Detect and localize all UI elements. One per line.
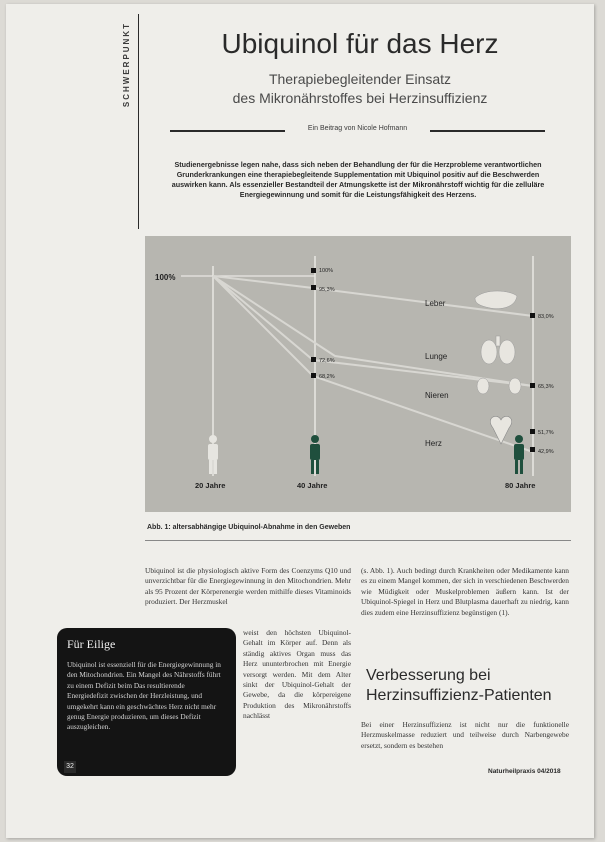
label-leber-80: 83,0%	[538, 314, 554, 320]
chart-figure	[145, 236, 571, 512]
figure-caption: Abb. 1: altersabhängige Ubiquinol-Abnahme in den Geweben	[147, 524, 351, 531]
subtitle-line-1: Therapiebegleitender Einsatz	[268, 71, 452, 87]
series-name-leber: Leber	[425, 299, 446, 308]
label-leber-40: 95,3%	[319, 287, 335, 293]
marker-leber-80	[530, 313, 535, 318]
body-col2-bottom: Bei einer Herzinsuffizienz ist nicht nur die funktionelle Herzmuskelmasse reduziert und teilweise durch Narbengewebe ersetzt, sondern es bestehen	[361, 720, 569, 750]
person-80-icon	[514, 435, 524, 474]
marker-nieren-40	[311, 357, 316, 362]
byline-rule-left	[170, 130, 285, 132]
marker-herz-40	[311, 373, 316, 378]
byline-row	[170, 125, 545, 137]
body-col1-top: Ubiquinol ist die physiologisch aktive Form des Coenzyms Q10 und unverzichtbar für die Energiegewinnung in den Mitochondrien. Mehr als 95 Prozent der Körperenergie werden mithilfe dieses Vitaminoids produziert. Der Herzmuskel	[145, 566, 351, 607]
lung-icon	[481, 336, 515, 364]
section-label: SCHWERPUNKT	[122, 22, 131, 108]
summary-box	[57, 628, 236, 776]
y-start-label: 100%	[155, 273, 176, 282]
marker-leber-40	[311, 285, 316, 290]
section-heading: Verbesserung bei Herzinsuffizienz-Patienten	[366, 667, 552, 704]
marker-40-top	[311, 268, 316, 273]
summary-box-text: Ubiquinol ist essenziell für die Energiegewinnung in den Mitochondrien. Ein Mangel des Nährstoffs führt zu einem Defizit beim Das resultierende Energiedefizit zwischen der Herzleistung, und umgekehrt kann ein geschwächtes Herz nicht mehr genug Energie produzieren, um dieses Defizit auszugleichen.	[67, 660, 221, 732]
heart-icon	[490, 416, 511, 444]
marker-herz-80	[530, 447, 535, 452]
body-col1-bottom: weist den höchsten Ubiquinol-Gehalt im Körper auf. Denn als ständig aktives Organ muss das Herz ununterbrochen mit Energie versorgt werden. Mit dem Alter sinkt der Ubiquinol-Gehalt der Gewebe, da die körpereigene Produktion des Mikronährstoffs nachlässt	[243, 628, 351, 721]
marker-extra-80	[530, 429, 535, 434]
label-nieren-40: 72,6%	[319, 358, 335, 364]
section-rule	[138, 14, 139, 229]
page-number: 32	[64, 761, 76, 773]
series-name-nieren: Nieren	[425, 391, 449, 400]
liver-icon	[475, 291, 517, 309]
label-extra-80: 51,7%	[538, 430, 554, 436]
x-label-20: 20 Jahre	[195, 481, 226, 490]
x-label-40: 40 Jahre	[297, 481, 328, 490]
ubiquinol-chart	[145, 236, 571, 512]
lead-paragraph: Studienergebnisse legen nahe, dass sich neben der Behandlung der für die Herzprobleme verantwortlichen Grunderkrankungen eine therapiebegleitende Supplementation mit Ubiquinol positiv auf die Beschwerden auswirken kann. Als essenzieller Bestandteil der Atmungskette ist der Mikronährstoff wichtig für die zelluläre Energiegewinnung und somit für die Leistungsfähigkeit des Herzens.	[171, 160, 545, 199]
body-col2-top: (s. Abb. 1). Auch bedingt durch Krankheiten oder Medikamente kann es zu einem Mangel kommen, der sich in verschiedenen Beschwerden wie Müdigkeit oder Muskelproblemen äußern kann. Ist der Ubiquinol-Spiegel in Herz und Blutplasma dauerhaft zu niedrig, kann dies zudem eine Herzinsuffizienz begünstigen (1).	[361, 566, 569, 617]
article-title: Ubiquinol für das Herz	[221, 28, 499, 59]
summary-box-title: Für Eilige	[67, 637, 116, 651]
series-name-lunge: Lunge	[425, 352, 448, 361]
article-subtitle	[150, 70, 570, 108]
footer-magazine: Naturheilpraxis 04/2018	[488, 768, 561, 775]
series-name-herz: Herz	[425, 439, 442, 448]
label-herz-80: 42,9%	[538, 449, 554, 455]
label-40-top: 100%	[319, 268, 334, 274]
byline-rule-right	[430, 130, 545, 132]
caption-rule	[145, 540, 571, 541]
byline: Ein Beitrag von Nicole Hofmann	[307, 125, 408, 132]
label-nieren-80: 65,3%	[538, 384, 554, 390]
subtitle-line-2: des Mikronährstoffes bei Herzinsuffizienz	[232, 90, 488, 106]
label-herz-40: 68,2%	[319, 374, 335, 380]
marker-nieren-80	[530, 383, 535, 388]
x-label-80: 80 Jahre	[505, 481, 536, 490]
